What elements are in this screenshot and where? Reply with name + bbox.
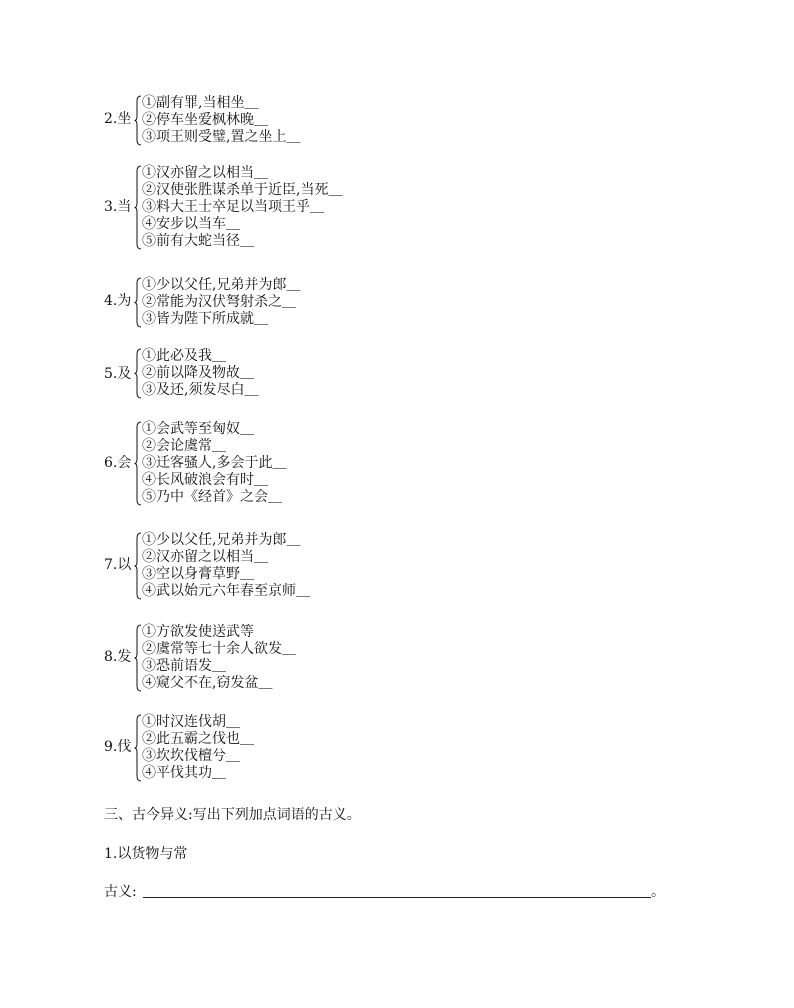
list-item: ③项王则受璧,置之坐上＿ (142, 129, 301, 145)
left-brace-icon (134, 95, 142, 146)
list-item: ①副有罪,当相坐＿ (142, 95, 259, 111)
list-item: ②虞常等七十余人欲发＿ (142, 641, 296, 657)
item-label: 5.及 (104, 366, 132, 382)
list-item: ①会武等至匈奴＿ (142, 421, 254, 437)
left-brace-icon (134, 624, 142, 692)
list-item: ④武以始元六年春至京师＿ (142, 583, 310, 599)
list-item: ④长风破浪会有时＿ (142, 472, 268, 488)
list-item: ③迁客骚人,多会于此＿ (142, 455, 287, 471)
list-item: ③及还,须发尽白＿ (142, 382, 259, 398)
list-item: ②汉亦留之以相当＿ (142, 549, 268, 565)
list-item: ②汉使张胜谋杀单于近臣,当死＿ (142, 182, 343, 198)
list-item: ③皆为陛下所成就＿ (142, 311, 268, 327)
question-text: 1.以货物与常 (104, 846, 188, 862)
list-item: ②此五霸之伐也＿ (142, 731, 254, 747)
item-label: 6.会 (104, 455, 132, 471)
list-item: ③料大王士卒足以当项王乎＿ (142, 199, 324, 215)
list-item: ①汉亦留之以相当＿ (142, 165, 268, 181)
list-item: ②会论虞常＿ (142, 438, 226, 454)
item-label: 9.伐 (104, 739, 132, 755)
list-item: ②前以降及物故＿ (142, 365, 254, 381)
item-label: 7.以 (104, 557, 132, 573)
list-item: ⑤乃中《经首》之会＿ (142, 489, 282, 505)
list-item: ④平伐其功＿ (142, 765, 226, 781)
list-item: ③坎坎伐檀兮＿ (142, 748, 240, 764)
left-brace-icon (134, 165, 142, 250)
list-item: ①方欲发使送武等 (142, 624, 254, 640)
left-brace-icon (134, 277, 142, 328)
left-brace-icon (134, 348, 142, 399)
list-item: ①时汉连伐胡＿ (142, 714, 240, 730)
list-item: ⑤前有大蛇当径＿ (142, 233, 254, 249)
section-heading: 三、古今异义:写出下列加点词语的古义。 (104, 807, 361, 823)
list-item: ①此必及我＿ (142, 348, 226, 364)
answer-blank-line[interactable] (143, 897, 651, 898)
item-label: 8.发 (104, 649, 132, 665)
item-label: 4.为 (104, 293, 132, 309)
list-item: ②常能为汉伏弩射杀之＿ (142, 294, 296, 310)
list-item: ③空以身膏草野＿ (142, 566, 254, 582)
list-item: ②停车坐爱枫林晚＿ (142, 112, 268, 128)
item-label: 3.当 (104, 199, 132, 215)
list-item: ①少以父任,兄弟并为郎＿ (142, 277, 301, 293)
left-brace-icon (134, 714, 142, 782)
list-item: ④窥父不在,窃发盆＿ (142, 675, 273, 691)
list-item: ④安步以当车＿ (142, 216, 240, 232)
answer-end-mark: 。 (651, 884, 665, 900)
left-brace-icon (134, 532, 142, 600)
item-label: 2.坐 (104, 111, 132, 127)
list-item: ①少以父任,兄弟并为郎＿ (142, 532, 301, 548)
list-item: ③恐前语发＿ (142, 658, 226, 674)
left-brace-icon (134, 421, 142, 506)
answer-label: 古义: (104, 884, 137, 900)
